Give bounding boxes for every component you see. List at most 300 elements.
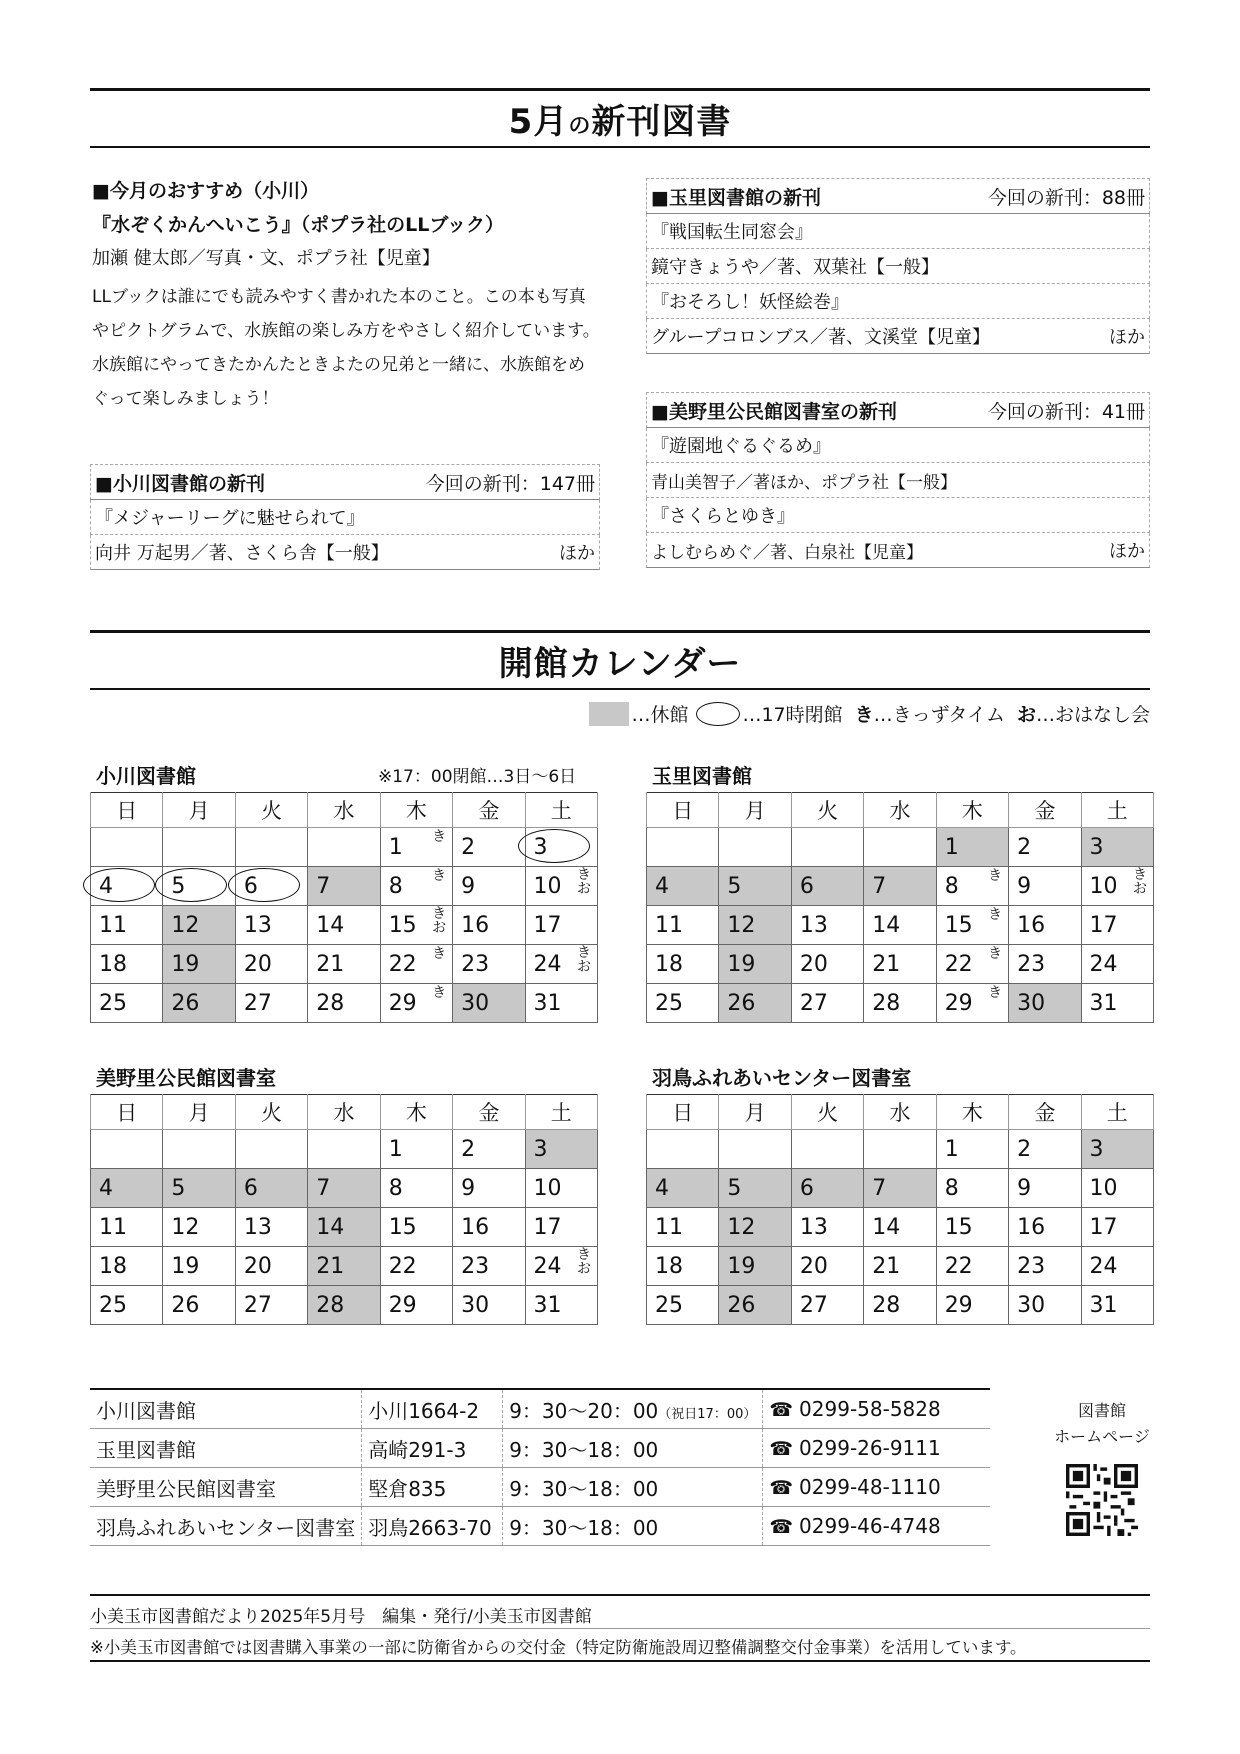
calendar-day bbox=[91, 1130, 163, 1169]
calendar-day bbox=[719, 1208, 791, 1247]
calendar-day bbox=[91, 867, 163, 906]
library-phone[interactable]: ☎ 0299-46-4748 bbox=[763, 1507, 990, 1546]
table-row bbox=[90, 1507, 990, 1546]
calendar-day bbox=[791, 906, 863, 945]
rule-footer-mid bbox=[90, 1628, 1150, 1629]
calendar-day bbox=[791, 1247, 863, 1286]
day-number: 23 bbox=[1017, 951, 1046, 977]
calendar-day bbox=[525, 1286, 597, 1325]
weekday-header: 月 bbox=[163, 793, 235, 828]
weekday-header: 日 bbox=[647, 1095, 719, 1130]
calendar-week bbox=[647, 828, 1154, 867]
ogawa-new-heading: ■小川図書館の新刊 今回の新刊：147冊 bbox=[90, 464, 600, 500]
weekday-header: 金 bbox=[1009, 1095, 1081, 1130]
calendar-day bbox=[864, 1247, 936, 1286]
weekday-header: 木 bbox=[936, 1095, 1008, 1130]
phone-icon: ☎ bbox=[769, 1516, 794, 1538]
calendar-day bbox=[91, 1208, 163, 1247]
calendar-day bbox=[1009, 906, 1081, 945]
day-number: 5 bbox=[171, 1175, 186, 1201]
calendar-day bbox=[864, 1286, 936, 1325]
ogawa-calendar-title: 小川図書館 bbox=[96, 764, 196, 788]
day-number: 31 bbox=[533, 1292, 562, 1318]
calendar-day bbox=[647, 1208, 719, 1247]
recommend-desc: LLブックは誰にでも読みやすく書かれた本のこと。この本も写真 やピクトグラムで、水族館の楽しみ方をやさしく紹介しています。 水族館にやってきたかんたときよたの兄弟と一緒に、水族館をめ ぐって楽しみましょう！ bbox=[92, 287, 600, 409]
day-number: 28 bbox=[316, 1292, 345, 1318]
calendar-day bbox=[1081, 1208, 1153, 1247]
calendar-day bbox=[647, 828, 719, 867]
calendar-day bbox=[525, 867, 597, 906]
calendar-day bbox=[308, 828, 380, 867]
day-number: 17 bbox=[533, 912, 562, 938]
event-tag: きお bbox=[577, 867, 591, 897]
day-number: 3 bbox=[1089, 1136, 1104, 1162]
calendar-day bbox=[864, 867, 936, 906]
day-number: 7 bbox=[316, 1175, 331, 1201]
day-number: 15 bbox=[944, 912, 973, 938]
day-number: 11 bbox=[655, 912, 683, 938]
day-number: 4 bbox=[655, 873, 669, 899]
day-number: 24 bbox=[533, 951, 562, 977]
day-number: 9 bbox=[1017, 873, 1032, 899]
day-number: 15 bbox=[944, 1214, 973, 1240]
day-number: 4 bbox=[99, 873, 113, 899]
calendar-day bbox=[647, 984, 719, 1023]
phone-icon: ☎ bbox=[769, 1477, 794, 1499]
library-phone[interactable]: ☎ 0299-58-5828 bbox=[763, 1390, 990, 1429]
calendar-day bbox=[936, 828, 1008, 867]
calendar-day bbox=[525, 1130, 597, 1169]
list-item: グループコロンブス／著、文溪堂【児童】 ほか bbox=[646, 319, 1150, 354]
library-hours: 9：30～18：00 bbox=[503, 1468, 763, 1507]
day-number: 4 bbox=[655, 1175, 669, 1201]
calendar-day bbox=[791, 945, 863, 984]
minori-calendar-title: 美野里公民館図書室 bbox=[96, 1066, 276, 1090]
day-number: 20 bbox=[799, 1253, 828, 1279]
calendar-day bbox=[380, 984, 452, 1023]
library-name: 小川図書館 bbox=[90, 1390, 362, 1429]
weekday-header: 水 bbox=[864, 793, 936, 828]
day-number: 19 bbox=[727, 1253, 756, 1279]
calendar-day bbox=[1009, 1208, 1081, 1247]
day-number: 29 bbox=[944, 990, 973, 1016]
recommend-author: 加瀬 健太郎／写真・文、ポプラ社【児童】 bbox=[92, 248, 440, 269]
calendar-day bbox=[308, 906, 380, 945]
day-number: 16 bbox=[461, 912, 490, 938]
calendar-day bbox=[1009, 1169, 1081, 1208]
rule-calendar-under bbox=[90, 688, 1150, 690]
weekday-header: 土 bbox=[525, 1095, 597, 1130]
phone-icon: ☎ bbox=[769, 1399, 794, 1421]
day-number: 31 bbox=[1089, 990, 1118, 1016]
day-number: 22 bbox=[944, 951, 973, 977]
day-number: 1 bbox=[944, 834, 959, 860]
day-number: 29 bbox=[388, 1292, 417, 1318]
table-row bbox=[90, 1468, 990, 1507]
day-number: 17 bbox=[533, 1214, 562, 1240]
day-number: 28 bbox=[872, 990, 901, 1016]
calendar-week bbox=[91, 1169, 598, 1208]
day-number: 16 bbox=[461, 1214, 490, 1240]
library-address: 高崎291-3 bbox=[362, 1429, 503, 1468]
calendar-day bbox=[163, 1286, 235, 1325]
day-number: 29 bbox=[388, 990, 417, 1016]
new-books-title: 5月の新刊図書 bbox=[508, 102, 732, 142]
calendar-day bbox=[235, 828, 307, 867]
day-number: 30 bbox=[461, 990, 490, 1016]
day-number: 31 bbox=[1089, 1292, 1118, 1318]
calendar-week bbox=[647, 945, 1154, 984]
hatori-calendar-title: 羽鳥ふれあいセンター図書室 bbox=[652, 1066, 912, 1090]
weekday-header: 水 bbox=[308, 1095, 380, 1130]
library-info-table bbox=[90, 1390, 990, 1546]
weekday-header: 土 bbox=[1081, 793, 1153, 828]
calendar-day bbox=[525, 1169, 597, 1208]
day-number: 25 bbox=[655, 990, 683, 1016]
calendar-day bbox=[308, 1130, 380, 1169]
list-item: 青山美智子／著ほか、ポプラ社【一般】 bbox=[646, 463, 1150, 498]
homepage-qr-code-icon[interactable] bbox=[1066, 1464, 1138, 1536]
weekday-header: 木 bbox=[936, 793, 1008, 828]
day-number: 9 bbox=[461, 873, 476, 899]
day-number: 26 bbox=[171, 1292, 200, 1318]
calendar-day bbox=[235, 867, 307, 906]
day-number: 23 bbox=[461, 951, 490, 977]
library-address: 羽鳥2663-70 bbox=[362, 1507, 503, 1546]
calendar-day bbox=[91, 1286, 163, 1325]
day-number: 21 bbox=[316, 1253, 345, 1279]
event-tag: き bbox=[432, 946, 447, 962]
footer-note: ※小美玉市図書館では図書購入事業の一部に防衛省からの交付金（特定防衛施設周辺整備調整交付金事業）を活用しています。 bbox=[90, 1638, 1027, 1657]
weekday-header: 木 bbox=[380, 793, 452, 828]
tamari-calendar bbox=[646, 792, 1154, 1023]
calendar-day bbox=[235, 1208, 307, 1247]
calendar-day bbox=[1009, 984, 1081, 1023]
calendar-week bbox=[647, 1130, 1154, 1169]
minori-calendar bbox=[90, 1094, 598, 1325]
event-tag: き bbox=[988, 868, 1003, 884]
library-phone[interactable]: ☎ 0299-48-1110 bbox=[763, 1468, 990, 1507]
calendar-day bbox=[453, 867, 525, 906]
calendar-day bbox=[163, 945, 235, 984]
calendar-week bbox=[91, 1247, 598, 1286]
calendar-day bbox=[308, 945, 380, 984]
calendar-day bbox=[235, 1130, 307, 1169]
calendar-day bbox=[719, 1130, 791, 1169]
calendar-day bbox=[647, 1247, 719, 1286]
day-number: 8 bbox=[944, 873, 959, 899]
day-number: 14 bbox=[316, 1214, 345, 1240]
calendar-day bbox=[525, 1208, 597, 1247]
calendar-day bbox=[719, 906, 791, 945]
day-number: 15 bbox=[388, 1214, 417, 1240]
calendar-day bbox=[453, 1247, 525, 1286]
calendar-week bbox=[91, 945, 598, 984]
minori-new-box bbox=[646, 392, 1150, 568]
day-number: 6 bbox=[243, 873, 258, 899]
weekday-header: 月 bbox=[719, 1095, 791, 1130]
weekday-header: 水 bbox=[864, 1095, 936, 1130]
ogawa-calendar-note: ※17：00閉館…3日～6日 bbox=[378, 767, 577, 787]
calendar-day bbox=[936, 1247, 1008, 1286]
library-name: 美野里公民館図書室 bbox=[90, 1468, 362, 1507]
calendar-day bbox=[525, 945, 597, 984]
weekday-header: 金 bbox=[453, 1095, 525, 1130]
list-item: 向井 万起男／著、さくら舎【一般】 ほか bbox=[90, 535, 600, 570]
calendar-day bbox=[453, 1286, 525, 1325]
day-number: 1 bbox=[388, 834, 403, 860]
calendar-legend: …休館 …17時閉館 き …きっずタイム お …おはなし会 bbox=[589, 700, 1150, 727]
calendar-day bbox=[936, 945, 1008, 984]
list-item: 『戦国転生同窓会』 bbox=[646, 214, 1150, 249]
day-number: 13 bbox=[243, 1214, 272, 1240]
day-number: 7 bbox=[872, 1175, 887, 1201]
day-number: 12 bbox=[171, 912, 200, 938]
day-number: 12 bbox=[727, 912, 756, 938]
day-number: 18 bbox=[99, 951, 127, 977]
calendar-week bbox=[91, 984, 598, 1023]
calendar-day bbox=[647, 906, 719, 945]
calendar-day bbox=[1009, 828, 1081, 867]
rule-footer-top bbox=[90, 1594, 1150, 1596]
calendar-day bbox=[936, 1169, 1008, 1208]
homepage-label: 図書館 ホームページ bbox=[1054, 1401, 1150, 1446]
day-number: 24 bbox=[1089, 951, 1118, 977]
weekday-header: 土 bbox=[1081, 1095, 1153, 1130]
day-number: 21 bbox=[872, 951, 901, 977]
recommend-heading: ■今月のおすすめ（小川） bbox=[92, 180, 320, 202]
calendar-day bbox=[525, 1247, 597, 1286]
day-number: 27 bbox=[243, 990, 272, 1016]
calendar-day bbox=[380, 1286, 452, 1325]
day-number: 2 bbox=[1017, 1136, 1032, 1162]
day-number: 5 bbox=[727, 1175, 742, 1201]
day-number: 11 bbox=[99, 912, 127, 938]
day-number: 22 bbox=[388, 1253, 417, 1279]
list-item: 『メジャーリーグに魅せられて』 bbox=[90, 500, 600, 535]
tamari-new-heading: ■玉里図書館の新刊 今回の新刊：88冊 bbox=[646, 178, 1150, 214]
calendar-title: 開館カレンダー bbox=[498, 644, 742, 684]
calendar-week bbox=[91, 867, 598, 906]
library-hours: 9：30～20：00（祝日17：00） bbox=[503, 1390, 763, 1429]
day-number: 27 bbox=[243, 1292, 272, 1318]
calendar-day bbox=[719, 945, 791, 984]
list-item: 『おそろし！妖怪絵巻』 bbox=[646, 284, 1150, 319]
calendar-day bbox=[791, 1208, 863, 1247]
calendar-day bbox=[91, 945, 163, 984]
phone-icon: ☎ bbox=[769, 1438, 794, 1460]
early-close-oval-icon bbox=[228, 868, 300, 902]
calendar-week bbox=[647, 867, 1154, 906]
day-number: 6 bbox=[799, 873, 814, 899]
day-number: 20 bbox=[243, 951, 272, 977]
calendar-day bbox=[1081, 1286, 1153, 1325]
calendar-day bbox=[864, 945, 936, 984]
day-number: 26 bbox=[171, 990, 200, 1016]
day-number: 10 bbox=[1089, 873, 1118, 899]
library-name: 羽鳥ふれあいセンター図書室 bbox=[90, 1507, 362, 1546]
calendar-day bbox=[791, 1169, 863, 1208]
calendar-day bbox=[525, 906, 597, 945]
calendar-day bbox=[163, 1130, 235, 1169]
library-name: 玉里図書館 bbox=[90, 1429, 362, 1468]
calendar-day bbox=[1009, 867, 1081, 906]
calendar-day bbox=[91, 1169, 163, 1208]
calendar-day bbox=[453, 1130, 525, 1169]
event-tag: きお bbox=[577, 945, 591, 975]
day-number: 7 bbox=[872, 873, 887, 899]
ogawa-calendar bbox=[90, 792, 598, 1023]
calendar-day bbox=[647, 1286, 719, 1325]
list-item: 鏡守きょうや／著、双葉社【一般】 bbox=[646, 249, 1150, 284]
weekday-header: 水 bbox=[308, 793, 380, 828]
calendar-day bbox=[647, 1169, 719, 1208]
calendar-week bbox=[91, 906, 598, 945]
event-tag: き bbox=[432, 868, 447, 884]
calendar-day bbox=[1081, 1169, 1153, 1208]
day-number: 22 bbox=[944, 1253, 973, 1279]
day-number: 19 bbox=[171, 951, 200, 977]
day-number: 23 bbox=[1017, 1253, 1046, 1279]
footer-publication: 小美玉市図書館だより2025年5月号 編集・発行/小美玉市図書館 bbox=[90, 1607, 592, 1627]
calendar-day bbox=[453, 984, 525, 1023]
day-number: 12 bbox=[171, 1214, 200, 1240]
calendar-day bbox=[864, 1130, 936, 1169]
calendar-day bbox=[308, 1208, 380, 1247]
calendar-day bbox=[380, 945, 452, 984]
day-number: 26 bbox=[727, 990, 756, 1016]
day-number: 19 bbox=[171, 1253, 200, 1279]
calendar-day bbox=[235, 1286, 307, 1325]
day-number: 17 bbox=[1089, 912, 1118, 938]
calendar-day bbox=[91, 1247, 163, 1286]
day-number: 13 bbox=[799, 1214, 828, 1240]
calendar-day bbox=[936, 906, 1008, 945]
event-tag: きお bbox=[1133, 867, 1147, 897]
day-number: 6 bbox=[243, 1175, 258, 1201]
day-number: 29 bbox=[944, 1292, 973, 1318]
day-number: 16 bbox=[1017, 1214, 1046, 1240]
event-tag: き bbox=[988, 907, 1003, 923]
rule-calendar-top bbox=[90, 630, 1150, 633]
day-number: 11 bbox=[655, 1214, 683, 1240]
library-hours: 9：30～18：00 bbox=[503, 1429, 763, 1468]
tamari-new-box bbox=[646, 178, 1150, 354]
calendar-day bbox=[380, 1130, 452, 1169]
calendar-day bbox=[936, 1130, 1008, 1169]
calendar-day bbox=[1081, 867, 1153, 906]
event-tag: き bbox=[988, 946, 1003, 962]
day-number: 3 bbox=[533, 1136, 548, 1162]
weekday-header: 土 bbox=[525, 793, 597, 828]
calendar-day bbox=[1081, 906, 1153, 945]
day-number: 21 bbox=[872, 1253, 901, 1279]
day-number: 1 bbox=[388, 1136, 403, 1162]
day-number: 25 bbox=[655, 1292, 683, 1318]
calendar-day bbox=[308, 1286, 380, 1325]
day-number: 12 bbox=[727, 1214, 756, 1240]
library-phone[interactable]: ☎ 0299-26-9111 bbox=[763, 1429, 990, 1468]
calendar-day bbox=[163, 906, 235, 945]
day-number: 5 bbox=[171, 873, 186, 899]
day-number: 2 bbox=[461, 834, 476, 860]
calendar-day bbox=[936, 867, 1008, 906]
day-number: 24 bbox=[533, 1253, 562, 1279]
calendar-day bbox=[525, 984, 597, 1023]
calendar-day bbox=[647, 1130, 719, 1169]
calendar-day bbox=[453, 828, 525, 867]
calendar-day bbox=[1009, 1247, 1081, 1286]
calendar-week bbox=[647, 984, 1154, 1023]
list-item: 『遊園地ぐるぐるめ』 bbox=[646, 428, 1150, 463]
calendar-week bbox=[647, 906, 1154, 945]
day-number: 23 bbox=[461, 1253, 490, 1279]
calendar-day bbox=[235, 1169, 307, 1208]
day-number: 24 bbox=[1089, 1253, 1118, 1279]
calendar-day bbox=[936, 1208, 1008, 1247]
calendar-day bbox=[308, 867, 380, 906]
day-number: 3 bbox=[1089, 834, 1104, 860]
calendar-day bbox=[453, 1169, 525, 1208]
day-number: 8 bbox=[388, 873, 403, 899]
day-number: 2 bbox=[1017, 834, 1032, 860]
rule-under-title bbox=[90, 146, 1150, 148]
day-number: 8 bbox=[944, 1175, 959, 1201]
calendar-day bbox=[936, 1286, 1008, 1325]
calendar-week bbox=[91, 1130, 598, 1169]
calendar-day bbox=[1081, 1247, 1153, 1286]
weekday-header: 日 bbox=[647, 793, 719, 828]
calendar-week bbox=[91, 1286, 598, 1325]
calendar-day bbox=[864, 828, 936, 867]
calendar-week bbox=[647, 1247, 1154, 1286]
hatori-calendar bbox=[646, 1094, 1154, 1325]
ogawa-new-box bbox=[90, 464, 600, 570]
day-number: 28 bbox=[316, 990, 345, 1016]
list-item: 『さくらとゆき』 bbox=[646, 498, 1150, 533]
rule-top bbox=[90, 88, 1150, 91]
day-number: 15 bbox=[388, 912, 417, 938]
day-number: 14 bbox=[872, 912, 901, 938]
minori-new-heading: ■美野里公民館図書室の新刊 今回の新刊：41冊 bbox=[646, 392, 1150, 428]
day-number: 17 bbox=[1089, 1214, 1118, 1240]
library-hours: 9：30～18：00 bbox=[503, 1507, 763, 1546]
day-number: 31 bbox=[533, 990, 562, 1016]
calendar-day bbox=[453, 1208, 525, 1247]
day-number: 16 bbox=[1017, 912, 1046, 938]
early-close-oval-icon bbox=[155, 868, 227, 902]
day-number: 18 bbox=[99, 1253, 127, 1279]
calendar-day bbox=[308, 984, 380, 1023]
calendar-day bbox=[864, 906, 936, 945]
day-number: 20 bbox=[799, 951, 828, 977]
weekday-header: 木 bbox=[380, 1095, 452, 1130]
calendar-day bbox=[936, 984, 1008, 1023]
calendar-day bbox=[380, 828, 452, 867]
closed-swatch bbox=[589, 702, 629, 726]
calendar-day bbox=[91, 906, 163, 945]
weekday-header: 金 bbox=[1009, 793, 1081, 828]
calendar-day bbox=[235, 984, 307, 1023]
day-number: 6 bbox=[799, 1175, 814, 1201]
calendar-week bbox=[91, 1208, 598, 1247]
calendar-day bbox=[719, 867, 791, 906]
calendar-day bbox=[380, 906, 452, 945]
early-close-oval-icon bbox=[696, 702, 740, 726]
weekday-header: 月 bbox=[719, 793, 791, 828]
calendar-day bbox=[1081, 828, 1153, 867]
recommend-book-title: 『水ぞくかんへいこう』（ポプラ社のLLブック） bbox=[92, 214, 505, 236]
